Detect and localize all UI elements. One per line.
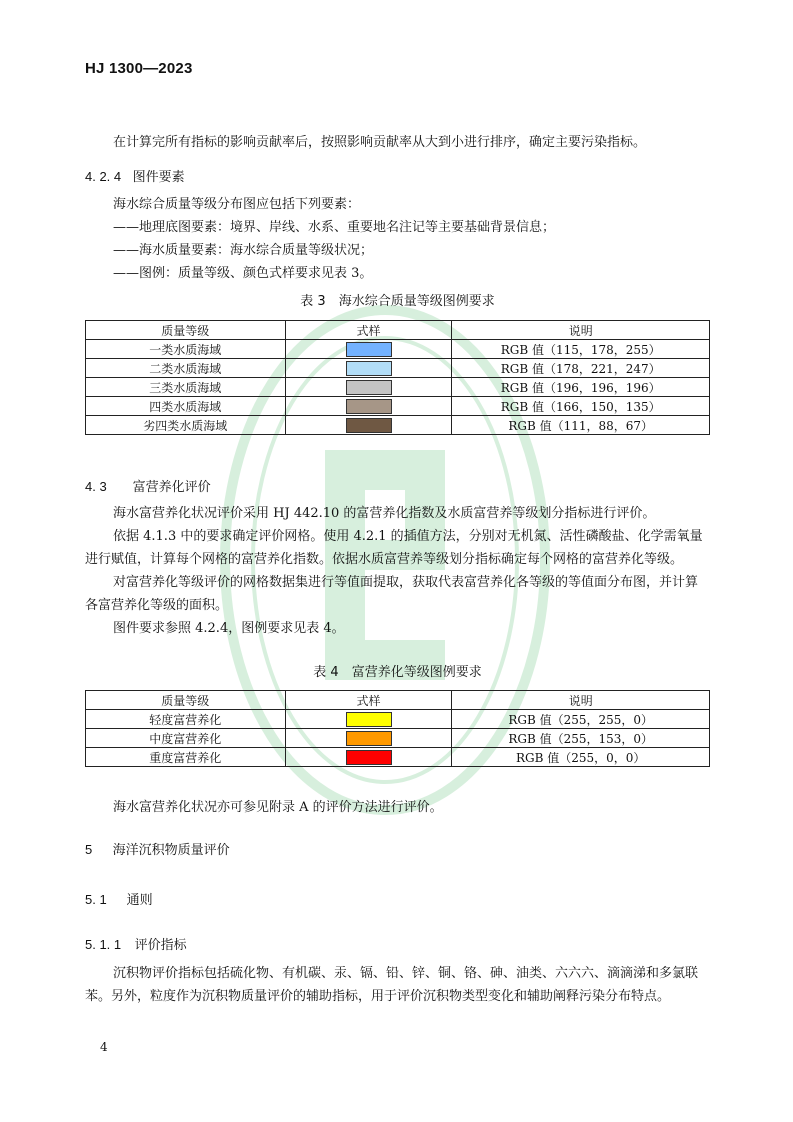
table-4-caption: 表 4 富营养化等级图例要求 (313, 665, 482, 680)
level-cell: 二类水质海域 (86, 359, 286, 378)
style-cell (285, 729, 452, 748)
intro-paragraph: 在计算完所有指标的影响贡献率后，按照影响贡献率从大到小进行排序，确定主要污染指标。 (113, 135, 647, 150)
table-row (86, 378, 710, 397)
description-cell: RGB 值（196，196，196） (452, 378, 710, 397)
section-4-2-4-body (85, 193, 710, 285)
level-cell: 一类水质海域 (86, 340, 286, 359)
section-number: 4. 2. 4 (85, 169, 122, 184)
color-swatch (346, 712, 392, 727)
table-header-row (86, 321, 710, 340)
style-cell (285, 397, 452, 416)
table-3-caption: 表 3 海水综合质量等级图例要求 (300, 294, 495, 309)
column-header: 质量等级 (86, 321, 286, 340)
color-swatch (346, 399, 392, 414)
section-title: 通则 (126, 892, 153, 907)
description-cell: RGB 值（111，88，67） (452, 416, 710, 435)
column-header: 式样 (285, 691, 452, 710)
style-cell (285, 378, 452, 397)
description-cell: RGB 值（255，153，0） (452, 729, 710, 748)
column-header: 说明 (452, 321, 710, 340)
body-line: 海水综合质量等级分布图应包括下列要素： (113, 197, 361, 212)
section-number: 5. 1 (85, 892, 107, 907)
color-swatch (346, 731, 392, 746)
table-row (86, 729, 710, 748)
column-header: 说明 (452, 691, 710, 710)
section-number: 5 (85, 842, 93, 857)
table-row (86, 710, 710, 729)
section-title: 富营养化评价 (132, 479, 211, 494)
style-cell (285, 710, 452, 729)
body-paragraph: 对富营养化等级评价的网格数据集进行等值面提取，获取代表富营养化各等级的等值面分布图，并计算各富营养化等级的面积。 (85, 575, 699, 613)
section-5-1-1-body: 沉积物评价指标包括硫化物、有机碳、汞、镉、铅、锌、铜、铬、砷、油类、六六六、滴滴涕和多氯联苯。另外，粒度作为沉积物质量评价的辅助指标，用于评价沉积物类型变化和辅助阐释污染分布特点。 (85, 966, 699, 1004)
body-paragraph: 海水富营养化状况评价采用 HJ 442.10 的富营养化指数及水质富营养等级划分指标进行评价。 (113, 506, 656, 521)
section-number: 4. 3 (85, 479, 107, 494)
section-title: 评价指标 (134, 937, 187, 952)
level-cell: 中度富营养化 (86, 729, 286, 748)
column-header: 质量等级 (86, 691, 286, 710)
body-paragraph: 图件要求参照 4.2.4，图例要求见表 4。 (113, 621, 345, 636)
document-code-header: HJ 1300—2023 (85, 60, 193, 77)
color-swatch (346, 361, 392, 376)
level-cell: 重度富营养化 (86, 748, 286, 767)
section-number: 5. 1. 1 (85, 937, 122, 952)
table-row (86, 748, 710, 767)
section-4-3-body (85, 502, 710, 640)
style-cell (285, 340, 452, 359)
table-row (86, 416, 710, 435)
body-line: ——图例：质量等级、颜色式样要求见表 3。 (113, 266, 373, 281)
body-line: ——海水质量要素：海水综合质量等级状况； (113, 243, 374, 258)
section-5-1-heading (85, 889, 153, 908)
description-cell: RGB 值（178，221，247） (452, 359, 710, 378)
color-swatch (346, 418, 392, 433)
table-header-row (86, 691, 710, 710)
body-line: ——地理底图要素：境界、岸线、水系、重要地名注记等主要基础背景信息； (113, 220, 556, 235)
table-3 (85, 320, 710, 435)
body-paragraph: 依据 4.1.3 中的要求确定评价网格。使用 4.2.1 的插值方法，分别对无机氮、活性磷酸盐、化学需氧量进行赋值，计算每个网格的富营养化指数。依据水质富营养等级划分指标确定每个网格的富营养化等级。 (85, 529, 703, 567)
color-swatch (346, 750, 392, 765)
level-cell: 轻度富营养化 (86, 710, 286, 729)
table-row (86, 340, 710, 359)
description-cell: RGB 值（255，0，0） (452, 748, 710, 767)
table-row (86, 397, 710, 416)
table-4 (85, 690, 710, 767)
column-header: 式样 (285, 321, 452, 340)
color-swatch (346, 342, 392, 357)
description-cell: RGB 值（115，178，255） (452, 340, 710, 359)
level-cell: 四类水质海域 (86, 397, 286, 416)
level-cell: 劣四类水质海域 (86, 416, 286, 435)
style-cell (285, 359, 452, 378)
description-cell: RGB 值（255，255，0） (452, 710, 710, 729)
color-swatch (346, 380, 392, 395)
section-4-2-4-heading (85, 166, 185, 185)
level-cell: 三类水质海域 (86, 378, 286, 397)
section-title: 海洋沉积物质量评价 (112, 842, 230, 857)
style-cell (285, 748, 452, 767)
page-number: 4 (100, 1040, 108, 1054)
style-cell (285, 416, 452, 435)
description-cell: RGB 值（166，150，135） (452, 397, 710, 416)
section-4-3-heading (85, 476, 211, 495)
section-5-1-1-heading (85, 934, 187, 953)
after-table-4-paragraph: 海水富营养化状况亦可参见附录 A 的评价方法进行评价。 (113, 800, 443, 815)
table-row (86, 359, 710, 378)
section-title: 图件要素 (132, 169, 185, 184)
section-5-heading (85, 839, 230, 858)
